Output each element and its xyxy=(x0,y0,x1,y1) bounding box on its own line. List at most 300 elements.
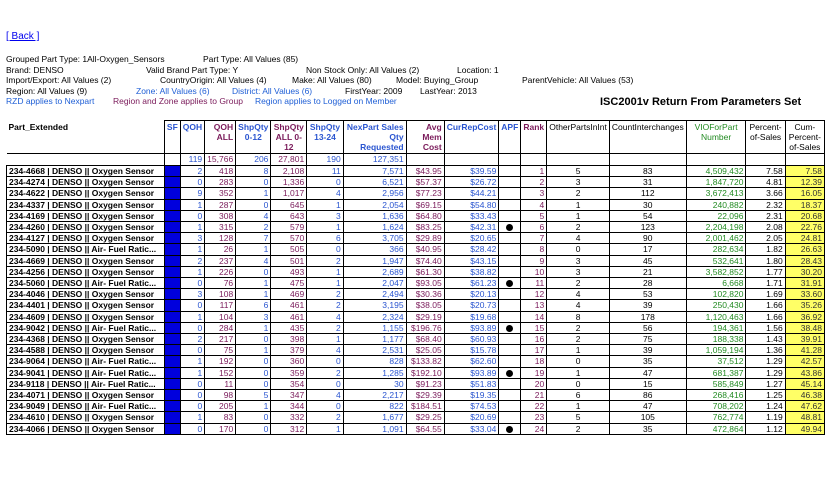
cell-part-name[interactable]: 234-4337 | DENSO || Oxygen Sensor xyxy=(7,199,165,210)
note-rzd-nexpart: RZD applies to Nexpart xyxy=(6,96,95,106)
col-cum-percent-of-sales[interactable]: Cum-Percent-of-Sales xyxy=(785,121,824,154)
col-percent-of-sales[interactable]: Percent-of-Sales xyxy=(746,121,785,154)
cell-rank: 8 xyxy=(521,244,547,255)
cell-rank: 14 xyxy=(521,311,547,322)
back-link[interactable]: [ Back ] xyxy=(6,31,40,42)
table-row[interactable] xyxy=(7,188,825,199)
cell-apf xyxy=(499,199,521,210)
cell-sf-flag xyxy=(164,334,180,345)
cell-qoh-all: 11 xyxy=(205,378,236,389)
cell-nexpart-sales-qty: 6,521 xyxy=(343,177,406,188)
cell-shpqty-0-12: 0 xyxy=(236,412,271,423)
param-parent-vehicle: ParentVehicle: All Values (53) xyxy=(522,75,634,85)
cell-nexpart-sales-qty: 1,091 xyxy=(343,423,406,434)
cell-part-name[interactable]: 234-9049 | DENSO || Air- Fuel Ratic... xyxy=(7,401,165,412)
cell-percent-of-sales: 1.69 xyxy=(746,289,785,300)
cell-nexpart-sales-qty: 2,054 xyxy=(343,199,406,210)
cell-shpqty-0-12: 1 xyxy=(236,289,271,300)
table-row[interactable] xyxy=(7,401,825,412)
cell-shpqty-all-0-12: 312 xyxy=(271,423,307,434)
table-row[interactable] xyxy=(7,367,825,378)
cell-qoh: 1 xyxy=(180,222,204,233)
cell-part-name[interactable]: 234-4169 | DENSO || Oxygen Sensor xyxy=(7,210,165,221)
cell-part-name[interactable]: 234-4071 | DENSO || Oxygen Sensor xyxy=(7,390,165,401)
cell-count-interchanges: 21 xyxy=(609,266,686,277)
param-zone: Zone: All Values (6) xyxy=(136,85,210,96)
cell-avg-mem-cost: $29.25 xyxy=(406,412,444,423)
cell-other-parts-in-int: 5 xyxy=(547,166,610,177)
table-row[interactable] xyxy=(7,244,825,255)
table-row[interactable] xyxy=(7,177,825,188)
cell-cur-rep-cost: $20.73 xyxy=(444,300,499,311)
cell-shpqty-13-24: 3 xyxy=(307,210,344,221)
cell-rank: 23 xyxy=(521,412,547,423)
cell-sf-flag xyxy=(164,233,180,244)
table-row[interactable] xyxy=(7,390,825,401)
cell-shpqty-0-12: 8 xyxy=(236,166,271,177)
cell-shpqty-13-24: 4 xyxy=(307,311,344,322)
totals-shpqty-13-24: 190 xyxy=(307,154,344,166)
cell-vio-for-part-number: 708,202 xyxy=(686,401,746,412)
cell-part-name[interactable]: 234-9118 | DENSO || Air- Fuel Ratic... xyxy=(7,378,165,389)
cell-apf xyxy=(499,166,521,177)
cell-shpqty-0-12: 2 xyxy=(236,222,271,233)
cell-qoh-all: 170 xyxy=(205,423,236,434)
cell-nexpart-sales-qty: 1,677 xyxy=(343,412,406,423)
table-row[interactable] xyxy=(7,311,825,322)
cell-cur-rep-cost: $20.65 xyxy=(444,233,499,244)
cell-percent-of-sales: 1.27 xyxy=(746,378,785,389)
cell-count-interchanges: 86 xyxy=(609,390,686,401)
cell-qoh-all: 104 xyxy=(205,311,236,322)
table-row[interactable] xyxy=(7,345,825,356)
cell-other-parts-in-int: 0 xyxy=(547,356,610,367)
cell-qoh: 9 xyxy=(180,188,204,199)
cell-shpqty-13-24: 1 xyxy=(307,199,344,210)
cell-vio-for-part-number: 240,882 xyxy=(686,199,746,210)
cell-qoh-all: 418 xyxy=(205,166,236,177)
totals-qoh-all: 15,766 xyxy=(205,154,236,166)
col-shpqty-all-0-12[interactable]: ShpQty ALL 0-12 xyxy=(271,121,307,154)
totals-cell xyxy=(444,154,499,166)
col-other-parts-in-int[interactable]: OtherPartsInInt xyxy=(547,121,610,154)
cell-cum-percent-of-sales: 20.68 xyxy=(785,210,824,221)
cell-nexpart-sales-qty: 828 xyxy=(343,356,406,367)
cell-qoh: 0 xyxy=(180,345,204,356)
cell-apf xyxy=(499,322,521,333)
cell-shpqty-all-0-12: 469 xyxy=(271,289,307,300)
cell-part-name[interactable]: 234-5060 | DENSO || Air- Fuel Ratic... xyxy=(7,278,165,289)
cell-part-name[interactable]: 234-9064 | DENSO || Air- Fuel Ratic... xyxy=(7,356,165,367)
cell-cum-percent-of-sales: 31.91 xyxy=(785,278,824,289)
cell-qoh: 1 xyxy=(180,311,204,322)
cell-shpqty-all-0-12: 461 xyxy=(271,300,307,311)
cell-cur-rep-cost: $61.23 xyxy=(444,278,499,289)
cell-apf xyxy=(499,244,521,255)
col-sf[interactable]: SF xyxy=(164,121,180,154)
cell-percent-of-sales: 2.08 xyxy=(746,222,785,233)
cell-vio-for-part-number: 681,387 xyxy=(686,367,746,378)
cell-shpqty-0-12: 1 xyxy=(236,401,271,412)
cell-shpqty-13-24: 2 xyxy=(307,300,344,311)
param-non-stock-only: Non Stock Only: All Values (2) xyxy=(306,64,420,75)
cell-nexpart-sales-qty: 3,705 xyxy=(343,233,406,244)
cell-cum-percent-of-sales: 7.58 xyxy=(785,166,824,177)
cell-cur-rep-cost: $42.31 xyxy=(444,222,499,233)
cell-shpqty-all-0-12: 2,108 xyxy=(271,166,307,177)
cell-cum-percent-of-sales: 38.48 xyxy=(785,322,824,333)
cell-apf xyxy=(499,233,521,244)
cell-nexpart-sales-qty: 2,531 xyxy=(343,345,406,356)
totals-qoh: 119 xyxy=(180,154,204,166)
cell-shpqty-0-12: 0 xyxy=(236,356,271,367)
param-country-origin: CountryOrigin: All Values (4) xyxy=(160,75,267,85)
cell-shpqty-13-24: 2 xyxy=(307,322,344,333)
cell-shpqty-all-0-12: 360 xyxy=(271,356,307,367)
cell-vio-for-part-number: 188,338 xyxy=(686,334,746,345)
cell-rank: 15 xyxy=(521,322,547,333)
cell-part-name[interactable]: 234-4046 | DENSO || Oxygen Sensor xyxy=(7,289,165,300)
cell-part-name[interactable]: 234-5090 | DENSO || Air- Fuel Ratic... xyxy=(7,244,165,255)
cell-part-name[interactable]: 234-9042 | DENSO || Air- Fuel Ratic... xyxy=(7,322,165,333)
cell-cur-rep-cost: $20.69 xyxy=(444,412,499,423)
cell-apf xyxy=(499,266,521,277)
cell-cur-rep-cost: $19.68 xyxy=(444,311,499,322)
cell-part-name[interactable]: 234-4609 | DENSO || Oxygen Sensor xyxy=(7,311,165,322)
cell-cur-rep-cost: $28.42 xyxy=(444,244,499,255)
totals-cell xyxy=(686,154,746,166)
cell-sf-flag xyxy=(164,322,180,333)
cell-nexpart-sales-qty: 2,047 xyxy=(343,278,406,289)
cell-sf-flag xyxy=(164,423,180,434)
cell-other-parts-in-int: 4 xyxy=(547,300,610,311)
cell-vio-for-part-number: 532,641 xyxy=(686,255,746,266)
cell-vio-for-part-number: 1,059,194 xyxy=(686,345,746,356)
totals-cell xyxy=(499,154,521,166)
cell-cur-rep-cost: $19.35 xyxy=(444,390,499,401)
cell-part-name[interactable]: 234-4669 | DENSO || Oxygen Sensor xyxy=(7,255,165,266)
table-header-row xyxy=(7,121,825,154)
cell-cum-percent-of-sales: 46.38 xyxy=(785,390,824,401)
table-row[interactable] xyxy=(7,210,825,221)
totals-cell xyxy=(547,154,610,166)
totals-cell xyxy=(164,154,180,166)
cell-shpqty-13-24: 4 xyxy=(307,390,344,401)
cell-rank: 16 xyxy=(521,334,547,345)
cell-cum-percent-of-sales: 30.20 xyxy=(785,266,824,277)
cell-cum-percent-of-sales: 35.26 xyxy=(785,300,824,311)
cell-other-parts-in-int: 4 xyxy=(547,233,610,244)
cell-shpqty-13-24: 1 xyxy=(307,423,344,434)
cell-cum-percent-of-sales: 47.62 xyxy=(785,401,824,412)
cell-other-parts-in-int: 1 xyxy=(547,210,610,221)
col-qoh-all[interactable]: QOH ALL xyxy=(205,121,236,154)
cell-cur-rep-cost: $51.83 xyxy=(444,378,499,389)
cell-shpqty-0-12: 0 xyxy=(236,177,271,188)
cell-part-name[interactable]: 234-4622 | DENSO || Oxygen Sensor xyxy=(7,188,165,199)
table-row[interactable] xyxy=(7,423,825,434)
cell-cum-percent-of-sales: 26.63 xyxy=(785,244,824,255)
cell-shpqty-0-12: 1 xyxy=(236,244,271,255)
cell-shpqty-13-24: 2 xyxy=(307,412,344,423)
cell-percent-of-sales: 1.82 xyxy=(746,244,785,255)
cell-rank: 18 xyxy=(521,356,547,367)
cell-part-name[interactable]: 234-4368 | DENSO || Oxygen Sensor xyxy=(7,334,165,345)
cell-sf-flag xyxy=(164,222,180,233)
totals-shpqty-all: 27,801 xyxy=(271,154,307,166)
param-last-year: LastYear: 2013 xyxy=(420,85,477,96)
param-part-type: Part Type: All Values (85) xyxy=(203,54,299,64)
col-qoh[interactable]: QOH xyxy=(180,121,204,154)
note-region-logged-member: Region applies to Logged on Member xyxy=(255,96,397,106)
table-row[interactable] xyxy=(7,334,825,345)
cell-qoh: 0 xyxy=(180,322,204,333)
table-row[interactable] xyxy=(7,222,825,233)
cell-sf-flag xyxy=(164,289,180,300)
cell-nexpart-sales-qty: 2,324 xyxy=(343,311,406,322)
cell-cum-percent-of-sales: 12.39 xyxy=(785,177,824,188)
col-apf[interactable]: APF xyxy=(499,121,521,154)
cell-cur-rep-cost: $93.89 xyxy=(444,367,499,378)
cell-other-parts-in-int: 2 xyxy=(547,278,610,289)
col-rank[interactable]: Rank xyxy=(521,121,547,154)
cell-qoh-all: 315 xyxy=(205,222,236,233)
cell-shpqty-all-0-12: 643 xyxy=(271,210,307,221)
cell-count-interchanges: 123 xyxy=(609,222,686,233)
cell-qoh: 0 xyxy=(180,423,204,434)
cell-apf xyxy=(499,255,521,266)
table-row[interactable] xyxy=(7,199,825,210)
cell-qoh-all: 83 xyxy=(205,412,236,423)
cell-avg-mem-cost: $43.95 xyxy=(406,166,444,177)
cell-shpqty-all-0-12: 332 xyxy=(271,412,307,423)
cell-shpqty-all-0-12: 570 xyxy=(271,233,307,244)
cell-qoh-all: 217 xyxy=(205,334,236,345)
cell-part-name[interactable]: 234-4066 | DENSO || Oxygen Sensor xyxy=(7,423,165,434)
cell-apf xyxy=(499,390,521,401)
col-nexpart-sales-qty[interactable]: NexPart Sales Qty Requested xyxy=(343,121,406,154)
cell-rank: 4 xyxy=(521,199,547,210)
cell-part-name[interactable]: 234-4401 | DENSO || Oxygen Sensor xyxy=(7,300,165,311)
cell-rank: 6 xyxy=(521,222,547,233)
cell-cur-rep-cost: $62.60 xyxy=(444,356,499,367)
cell-shpqty-0-12: 7 xyxy=(236,233,271,244)
cell-cur-rep-cost: $38.82 xyxy=(444,266,499,277)
cell-part-name[interactable]: 234-4274 | DENSO || Oxygen Sensor xyxy=(7,177,165,188)
param-row-2 xyxy=(6,65,821,76)
cell-count-interchanges: 39 xyxy=(609,345,686,356)
param-model: Model: Buying_Group xyxy=(396,75,479,85)
cell-rank: 2 xyxy=(521,177,547,188)
totals-cell xyxy=(521,154,547,166)
table-row[interactable] xyxy=(7,322,825,333)
cell-shpqty-13-24: 4 xyxy=(307,188,344,199)
cell-cur-rep-cost: $15.78 xyxy=(444,345,499,356)
cell-avg-mem-cost: $30.36 xyxy=(406,289,444,300)
cell-nexpart-sales-qty: 3,195 xyxy=(343,300,406,311)
cell-apf xyxy=(499,278,521,289)
cell-shpqty-all-0-12: 493 xyxy=(271,266,307,277)
cell-part-name[interactable]: 234-4127 | DENSO || Oxygen Sensor xyxy=(7,233,165,244)
cell-cum-percent-of-sales: 16.05 xyxy=(785,188,824,199)
col-count-interchanges[interactable]: CountInterchanges xyxy=(609,121,686,154)
cell-cur-rep-cost: $26.72 xyxy=(444,177,499,188)
table-row[interactable] xyxy=(7,255,825,266)
cell-other-parts-in-int: 6 xyxy=(547,390,610,401)
cell-other-parts-in-int: 2 xyxy=(547,423,610,434)
cell-other-parts-in-int: 1 xyxy=(547,367,610,378)
cell-apf xyxy=(499,334,521,345)
cell-count-interchanges: 28 xyxy=(609,278,686,289)
cell-other-parts-in-int: 8 xyxy=(547,311,610,322)
cell-cum-percent-of-sales: 49.94 xyxy=(785,423,824,434)
cell-vio-for-part-number: 2,001,462 xyxy=(686,233,746,244)
cell-vio-for-part-number: 6,668 xyxy=(686,278,746,289)
cell-cum-percent-of-sales: 39.91 xyxy=(785,334,824,345)
cell-vio-for-part-number: 250,430 xyxy=(686,300,746,311)
param-import-export: Import/Export: All Values (2) xyxy=(6,75,112,85)
cell-shpqty-0-12: 6 xyxy=(236,300,271,311)
cell-shpqty-13-24: 0 xyxy=(307,177,344,188)
cell-other-parts-in-int: 5 xyxy=(547,412,610,423)
cell-sf-flag xyxy=(164,199,180,210)
table-row[interactable] xyxy=(7,266,825,277)
cell-qoh: 0 xyxy=(180,300,204,311)
cell-qoh: 0 xyxy=(180,278,204,289)
cell-percent-of-sales: 1.29 xyxy=(746,356,785,367)
cell-percent-of-sales: 3.66 xyxy=(746,188,785,199)
cell-percent-of-sales: 2.32 xyxy=(746,199,785,210)
cell-qoh: 1 xyxy=(180,412,204,423)
cell-part-name[interactable]: 234-4588 | DENSO || Oxygen Sensor xyxy=(7,345,165,356)
cell-vio-for-part-number: 472,864 xyxy=(686,423,746,434)
cell-cur-rep-cost: $33.04 xyxy=(444,423,499,434)
cell-rank: 21 xyxy=(521,390,547,401)
cell-shpqty-13-24: 1 xyxy=(307,222,344,233)
cell-rank: 22 xyxy=(521,401,547,412)
cell-qoh-all: 75 xyxy=(205,345,236,356)
cell-avg-mem-cost: $91.23 xyxy=(406,378,444,389)
col-shpqty-13-24[interactable]: ShpQty 13-24 xyxy=(307,121,344,154)
table-row[interactable] xyxy=(7,289,825,300)
table-row[interactable] xyxy=(7,300,825,311)
cell-cur-rep-cost: $43.15 xyxy=(444,255,499,266)
cell-other-parts-in-int: 1 xyxy=(547,199,610,210)
cell-qoh-all: 237 xyxy=(205,255,236,266)
totals-cell xyxy=(7,154,165,166)
cell-part-name[interactable]: 234-4668 | DENSO || Oxygen Sensor xyxy=(7,166,165,177)
cell-cum-percent-of-sales: 22.76 xyxy=(785,222,824,233)
table-row[interactable] xyxy=(7,233,825,244)
cell-sf-flag xyxy=(164,244,180,255)
cell-count-interchanges: 39 xyxy=(609,300,686,311)
cell-avg-mem-cost: $184.51 xyxy=(406,401,444,412)
cell-vio-for-part-number: 194,361 xyxy=(686,322,746,333)
cell-nexpart-sales-qty: 2,217 xyxy=(343,390,406,401)
cell-qoh-all: 352 xyxy=(205,188,236,199)
totals-cell xyxy=(746,154,785,166)
cell-avg-mem-cost: $61.30 xyxy=(406,266,444,277)
cell-part-name[interactable]: 234-4256 | DENSO || Oxygen Sensor xyxy=(7,266,165,277)
cell-other-parts-in-int: 3 xyxy=(547,255,610,266)
totals-cell xyxy=(609,154,686,166)
cell-other-parts-in-int: 3 xyxy=(547,177,610,188)
table-row[interactable] xyxy=(7,412,825,423)
cell-shpqty-13-24: 0 xyxy=(307,378,344,389)
cell-part-name[interactable]: 234-4260 | DENSO || Oxygen Sensor xyxy=(7,222,165,233)
table-row[interactable] xyxy=(7,166,825,177)
totals-cell xyxy=(406,154,444,166)
cell-apf xyxy=(499,222,521,233)
cell-rank: 24 xyxy=(521,423,547,434)
cell-avg-mem-cost: $25.05 xyxy=(406,345,444,356)
cell-count-interchanges: 31 xyxy=(609,177,686,188)
cell-rank: 3 xyxy=(521,188,547,199)
cell-count-interchanges: 17 xyxy=(609,244,686,255)
apf-dot-icon xyxy=(506,224,513,231)
cell-qoh: 0 xyxy=(180,401,204,412)
cell-nexpart-sales-qty: 7,571 xyxy=(343,166,406,177)
cell-cur-rep-cost: $39.59 xyxy=(444,166,499,177)
totals-row xyxy=(7,154,825,166)
cell-shpqty-13-24: 1 xyxy=(307,278,344,289)
cell-vio-for-part-number: 762,774 xyxy=(686,412,746,423)
cell-shpqty-13-24: 6 xyxy=(307,233,344,244)
col-part-extended[interactable]: Part_Extended xyxy=(7,121,165,154)
cell-avg-mem-cost: $74.40 xyxy=(406,255,444,266)
totals-nexpart: 127,351 xyxy=(343,154,406,166)
cell-sf-flag xyxy=(164,166,180,177)
cell-other-parts-in-int: 3 xyxy=(547,266,610,277)
cell-qoh-all: 98 xyxy=(205,390,236,401)
cell-nexpart-sales-qty: 1,624 xyxy=(343,222,406,233)
report-table xyxy=(6,120,825,435)
cell-cum-percent-of-sales: 33.60 xyxy=(785,289,824,300)
cell-qoh: 2 xyxy=(180,166,204,177)
apf-dot-icon xyxy=(506,370,513,377)
col-shpqty-0-12[interactable]: ShpQty 0-12 xyxy=(236,121,271,154)
col-cur-rep-cost[interactable]: CurRepCost xyxy=(444,121,499,154)
cell-vio-for-part-number: 585,849 xyxy=(686,378,746,389)
cell-other-parts-in-int: 1 xyxy=(547,401,610,412)
table-row[interactable] xyxy=(7,356,825,367)
cell-avg-mem-cost: $133.82 xyxy=(406,356,444,367)
cell-part-name[interactable]: 234-9041 | DENSO || Air- Fuel Ratic... xyxy=(7,367,165,378)
cell-rank: 9 xyxy=(521,255,547,266)
apf-dot-icon xyxy=(506,325,513,332)
cell-count-interchanges: 47 xyxy=(609,401,686,412)
table-row[interactable] xyxy=(7,278,825,289)
col-vio-for-part-number[interactable]: VIOForPart Number xyxy=(686,121,746,154)
col-avg-mem-cost[interactable]: Avg Mem Cost xyxy=(406,121,444,154)
cell-shpqty-13-24: 4 xyxy=(307,345,344,356)
cell-count-interchanges: 83 xyxy=(609,166,686,177)
cell-qoh: 1 xyxy=(180,356,204,367)
cell-apf xyxy=(499,412,521,423)
cell-part-name[interactable]: 234-4610 | DENSO || Oxygen Sensor xyxy=(7,412,165,423)
param-region: Region: All Values (9) xyxy=(6,85,88,96)
cell-sf-flag xyxy=(164,378,180,389)
cell-shpqty-0-12: 0 xyxy=(236,266,271,277)
cell-rank: 17 xyxy=(521,345,547,356)
table-row[interactable] xyxy=(7,378,825,389)
cell-shpqty-0-12: 1 xyxy=(236,188,271,199)
cell-shpqty-13-24: 0 xyxy=(307,401,344,412)
cell-cum-percent-of-sales: 42.57 xyxy=(785,356,824,367)
cell-nexpart-sales-qty: 1,285 xyxy=(343,367,406,378)
cell-count-interchanges: 75 xyxy=(609,334,686,345)
cell-shpqty-13-24: 2 xyxy=(307,255,344,266)
